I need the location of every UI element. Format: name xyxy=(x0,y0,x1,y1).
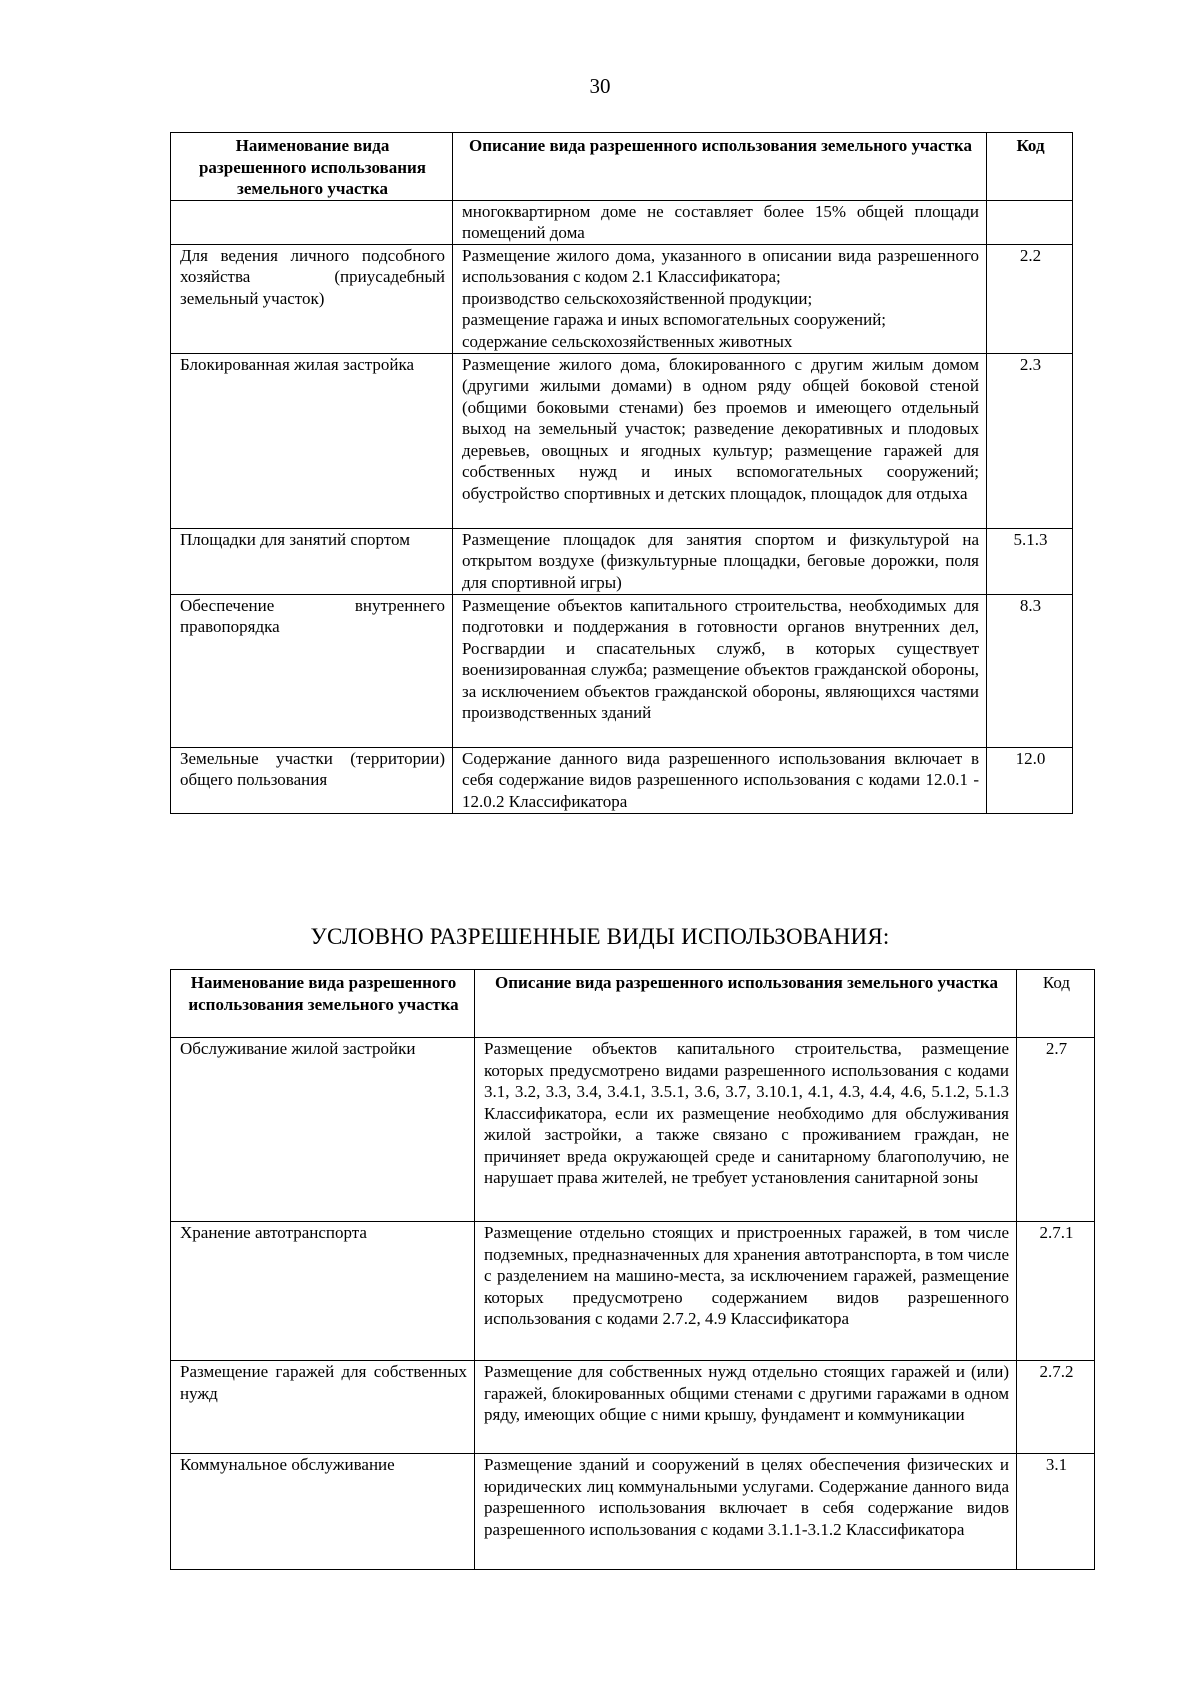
row-name: Земельные участки (территории) общего пользования xyxy=(171,747,453,813)
row-description: Размещение отдельно стоящих и пристроенных гаражей, в том числе подземных, предназначенных для хранения автотранспорта, в том числе с разделением на машино-места, за исключением гаражей, размещение которых предусмотрено содержанием видов разрешенного использования с кодами 2.7.2, 4.9 Классификатора xyxy=(475,1222,1017,1361)
row-description: Размещение зданий и сооружений в целях обеспечения физических и юридических лиц коммунальными услугами. Содержание данного вида разрешенного использования включает в себя содержание видов разрешенного использования с кодами 3.1.1-3.1.2 Классификатора xyxy=(475,1454,1017,1570)
table-row xyxy=(171,1038,1095,1222)
row-code: 5.1.3 xyxy=(987,528,1073,594)
row-name: Хранение автотранспорта xyxy=(171,1222,475,1361)
row-description: Размещение жилого дома, указанного в описании вида разрешенного использования с кодом 2.1 Классификатора; производство сельскохозяйственной продукции; размещение гаража и иных вспомогательных сооружений; содержание сельскохозяйственных животных xyxy=(453,244,987,353)
row-name: Площадки для занятий спортом xyxy=(171,528,453,594)
header-description: Описание вида разрешенного использования земельного участка xyxy=(475,970,1017,1038)
row-description: многоквартирном доме не составляет более 15% общей площади помещений дома xyxy=(453,200,987,244)
header-name: Наименование вида разрешенного использования земельного участка xyxy=(171,133,453,201)
row-code: 2.7.2 xyxy=(1017,1361,1095,1454)
row-code: 3.1 xyxy=(1017,1454,1095,1570)
row-description: Размещение жилого дома, блокированного с другим жилым домом (другими жилыми домами) в одном ряду общей боковой стеной (общими боковыми стенами) без проемов и имеющего отдельный выход на земельный участок; разведение декоративных и плодовых деревьев, овощных и ягодных культур; размещение гаражей для собственных нужд и иных вспомогательных сооружений; обустройство спортивных и детских площадок, площадок для отдыха xyxy=(453,353,987,528)
table-row xyxy=(171,200,1073,244)
row-name: Блокированная жилая застройка xyxy=(171,353,453,528)
table-row xyxy=(171,1222,1095,1361)
row-name: Обеспечение внутреннего правопорядка xyxy=(171,594,453,747)
row-code: 2.7.1 xyxy=(1017,1222,1095,1361)
row-name: Для ведения личного подсобного хозяйства (приусадебный земельный участок) xyxy=(171,244,453,353)
header-name: Наименование вида разрешенного использования земельного участка xyxy=(171,970,475,1038)
row-description: Размещение для собственных нужд отдельно стоящих гаражей и (или) гаражей, блокированных общими стенами с другими гаражами в одном ряду, имеющих общие с ними крышу, фундамент и коммуникации xyxy=(475,1361,1017,1454)
header-code: Код xyxy=(987,133,1073,201)
row-name xyxy=(171,200,453,244)
row-description: Содержание данного вида разрешенного использования включает в себя содержание видов разрешенного использования с кодами 12.0.1 - 12.0.2 Классификатора xyxy=(453,747,987,813)
permitted-uses-table xyxy=(170,132,1073,814)
row-code: 2.3 xyxy=(987,353,1073,528)
section-title-conditional-uses: УСЛОВНО РАЗРЕШЕННЫЕ ВИДЫ ИСПОЛЬЗОВАНИЯ: xyxy=(310,924,890,949)
table-row xyxy=(171,1454,1095,1570)
header-code: Код xyxy=(1017,970,1095,1038)
row-name: Обслуживание жилой застройки xyxy=(171,1038,475,1222)
row-description: Размещение объектов капитального строительства, необходимых для подготовки и поддержания в готовности органов внутренних дел, Росгвардии и спасательных служб, в которых существует военизированная служба; размещение объектов гражданской обороны, за исключением объектов гражданской обороны, являющихся частями производственных зданий xyxy=(453,594,987,747)
row-code: 12.0 xyxy=(987,747,1073,813)
table-row xyxy=(171,353,1073,528)
row-code: 8.3 xyxy=(987,594,1073,747)
table-row xyxy=(171,1361,1095,1454)
table-row xyxy=(171,594,1073,747)
conditional-uses-table xyxy=(170,969,1095,1570)
table-header-row xyxy=(171,133,1073,201)
table-row xyxy=(171,244,1073,353)
row-code xyxy=(987,200,1073,244)
page-number: 30 xyxy=(589,74,611,98)
table-row xyxy=(171,528,1073,594)
table-header-row xyxy=(171,970,1095,1038)
table-row xyxy=(171,747,1073,813)
header-description: Описание вида разрешенного использования земельного участка xyxy=(453,133,987,201)
row-description: Размещение площадок для занятия спортом и физкультурой на открытом воздухе (физкультурные площадки, беговые дорожки, поля для спортивной игры) xyxy=(453,528,987,594)
row-code: 2.2 xyxy=(987,244,1073,353)
row-name: Коммунальное обслуживание xyxy=(171,1454,475,1570)
row-name: Размещение гаражей для собственных нужд xyxy=(171,1361,475,1454)
row-description: Размещение объектов капитального строительства, размещение которых предусмотрено видами разрешенного использования с кодами 3.1, 3.2, 3.3, 3.4, 3.4.1, 3.5.1, 3.6, 3.7, 3.10.1, 4.1, 4.3, 4.4, 4.6, 5.1.2, 5.1.3 Классификатора, если их размещение необходимо для обслуживания жилой застройки, а также связано с проживанием граждан, не причиняет вреда окружающей среде и санитарному благополучию, не нарушает права жителей, не требует установления санитарной зоны xyxy=(475,1038,1017,1222)
row-code: 2.7 xyxy=(1017,1038,1095,1222)
